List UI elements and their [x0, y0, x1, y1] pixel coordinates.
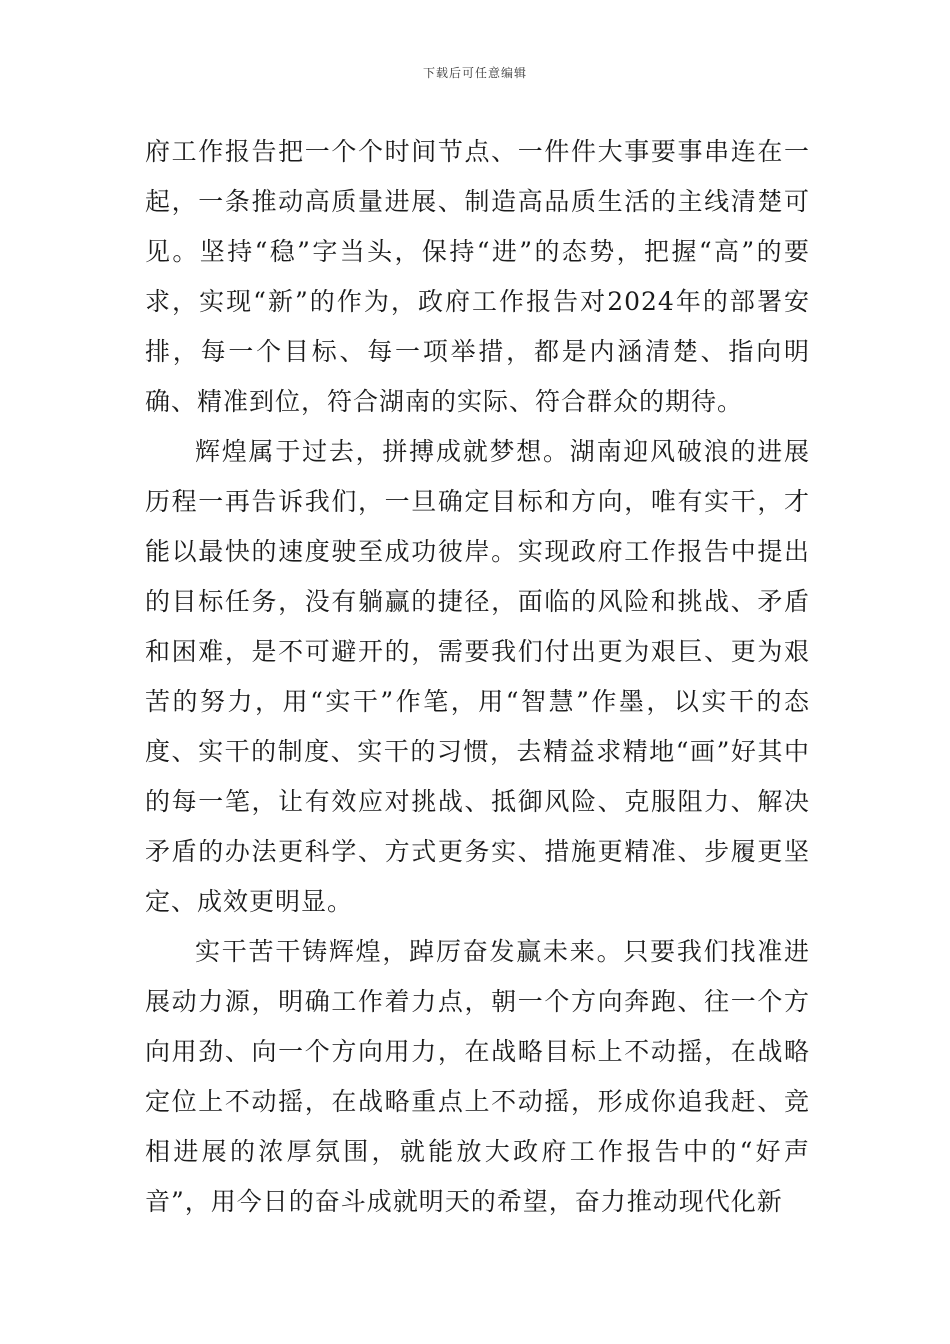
paragraph-1: 府工作报告把一个个时间节点、一件件大事要事串连在一起，一条推动高质量进展、制造高品质生活的主线清楚可见。坚持“稳”字当头，保持“进”的态势，把握“高”的要求，实现“新”的作为，政府工作报告对2024年的部署安排，每一个目标、每一项举措，都是内涵清楚、指向明确、精准到位，符合湖南的实际、符合群众的期待。: [145, 137, 810, 416]
paragraph-3: 实干苦干铸辉煌，踔厉奋发赢未来。只要我们找准进展动力源，明确工作着力点，朝一个方向奔跑、往一个方向用劲、向一个方向用力，在战略目标上不动摇，在战略定位上不动摇，在战略重点上不动摇，形成你追我赶、竞相进展的浓厚氛围，就能放大政府工作报告中的“好声音”，用今日的奋斗成就明天的希望，奋力推动现代化新: [145, 937, 810, 1216]
document-body: [145, 127, 810, 1227]
paragraph-2: 辉煌属于过去，拼搏成就梦想。湖南迎风破浪的进展历程一再告诉我们，一旦确定目标和方向，唯有实干，才能以最快的速度驶至成功彼岸。实现政府工作报告中提出的目标任务，没有躺赢的捷径，面临的风险和挑战、矛盾和困难，是不可避开的，需要我们付出更为艰巨、更为艰苦的努力，用“实干”作笔，用“智慧”作墨，以实干的态度、实干的制度、实干的习惯，去精益求精地“画”好其中的每一笔，让有效应对挑战、抵御风险、克服阻力、解决矛盾的办法更科学、方式更务实、措施更精准、步履更坚定、成效更明显。: [145, 437, 810, 916]
header-note: 下载后可任意编辑: [422, 66, 527, 80]
